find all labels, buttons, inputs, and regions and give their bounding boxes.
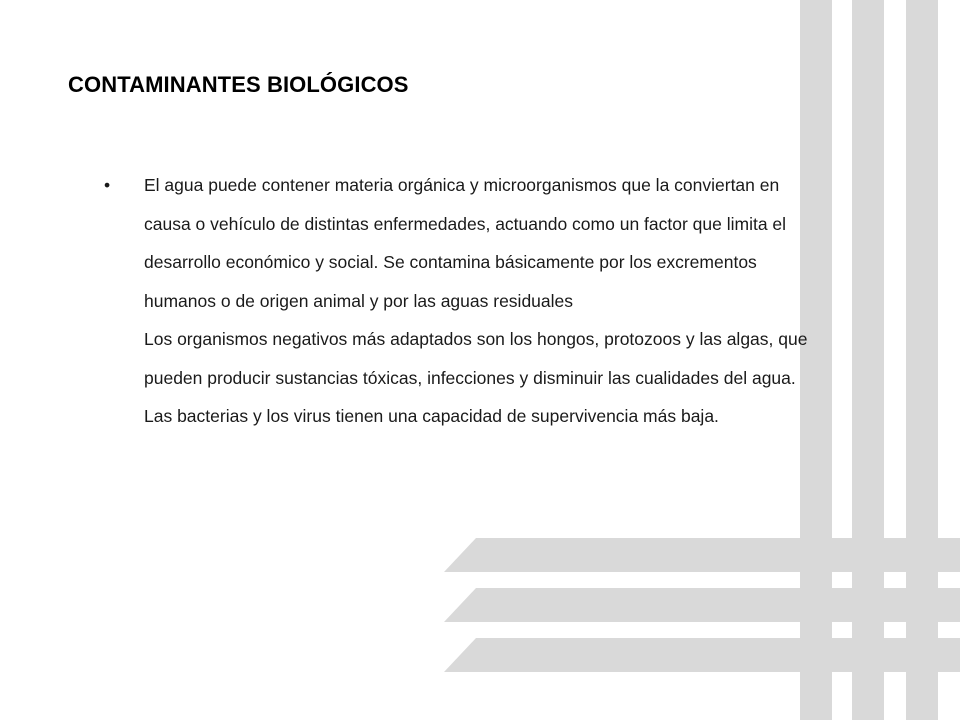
slide-title: CONTAMINANTES BIOLÓGICOS <box>68 72 409 97</box>
bullet-text <box>144 166 824 436</box>
diagonal-band <box>444 638 960 672</box>
diagonal-band <box>444 588 960 622</box>
paragraph: Los organismos negativos más adaptados son los hongos, protozoos y las algas, que pueden producir sustancias tóxicas, infecciones y disminuir las cualidades del agua. Las bacterias y los virus tienen una capacidad de supervivencia más baja. <box>144 329 808 426</box>
diagonal-band <box>444 538 960 572</box>
bullet-icon: • <box>104 175 111 195</box>
bullet-item <box>104 166 824 436</box>
slide-body <box>104 166 824 436</box>
paragraph: El agua puede contener materia orgánica y microorganismos que la conviertan en causa o vehículo de distintas enfermedades, actuando como un factor que limita el desarrollo económico y social. Se contamina básicamente por los excrementos humanos o de origen animal y por las aguas residuales <box>144 175 787 311</box>
